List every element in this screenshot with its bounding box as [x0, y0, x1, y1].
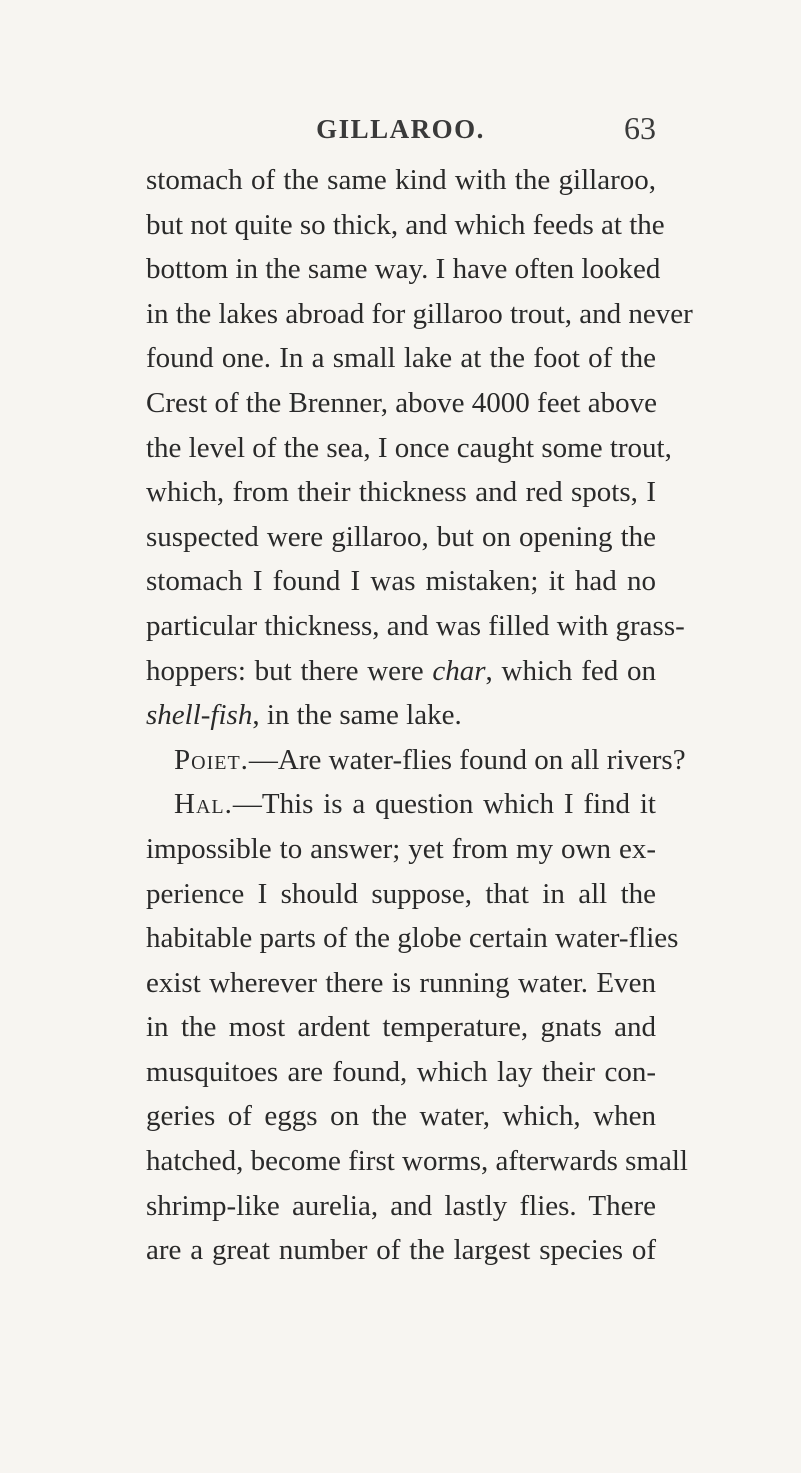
text-line [146, 649, 656, 694]
speaker-poiet: Poiet. [174, 743, 249, 776]
text-line: musquitoes are found, which lay their con- [146, 1055, 656, 1088]
text-line: which, from their thickness and red spots, I [146, 476, 656, 509]
running-title: GILLAROO. [316, 114, 485, 144]
text-line [146, 693, 656, 738]
text-line: Crest of the Brenner, above 4000 feet above [146, 386, 657, 419]
text-run: , which fed on [485, 654, 656, 687]
italic-term-char: char [432, 654, 486, 687]
text-line: in the most ardent temperature, gnats and [146, 1011, 656, 1044]
text-run: hoppers: but there were [146, 654, 433, 687]
text-line: shrimp-like aurelia, and lastly flies. There [146, 1189, 656, 1222]
text-line: habitable parts of the globe certain water-flies [146, 922, 679, 955]
text-line: the level of the sea, I once caught some trout, [146, 431, 672, 464]
text-line: geries of eggs on the water, which, when [146, 1100, 656, 1133]
text-line: exist wherever there is running water. Even [146, 966, 656, 999]
text-line: but not quite so thick, and which feeds at the [146, 208, 665, 241]
dialogue-text: —This is a question which I find it [232, 788, 656, 821]
italic-term-shell-fish: shell-fish [146, 699, 253, 732]
running-head [0, 110, 801, 150]
text-run: , in the same lake. [252, 699, 462, 732]
text-line: suspected were gillaroo, but on opening the [146, 520, 656, 553]
text-line: particular thickness, and was filled with grass- [146, 609, 685, 642]
text-line: in the lakes abroad for gillaroo trout, and never [146, 297, 693, 330]
text-line: are a great number of the largest species of [146, 1234, 656, 1267]
page-number: 63 [624, 110, 656, 146]
dialogue-line [146, 782, 656, 827]
text-line: impossible to answer; yet from my own ex- [146, 832, 656, 865]
dialogue-text: —Are water-flies found on all rivers? [248, 743, 686, 776]
text-line: stomach I found I was mistaken; it had no [146, 565, 656, 598]
text-line: stomach of the same kind with the gillaroo, [146, 164, 656, 196]
text-line: bottom in the same way. I have often looked [146, 253, 661, 286]
text-line: found one. In a small lake at the foot of the [146, 342, 656, 375]
body-text [146, 158, 693, 1273]
text-line: hatched, become first worms, afterwards small [146, 1145, 688, 1178]
dialogue-line [146, 738, 686, 783]
text-line: perience I should suppose, that in all the [146, 877, 656, 910]
speaker-hal: Hal. [174, 788, 233, 821]
